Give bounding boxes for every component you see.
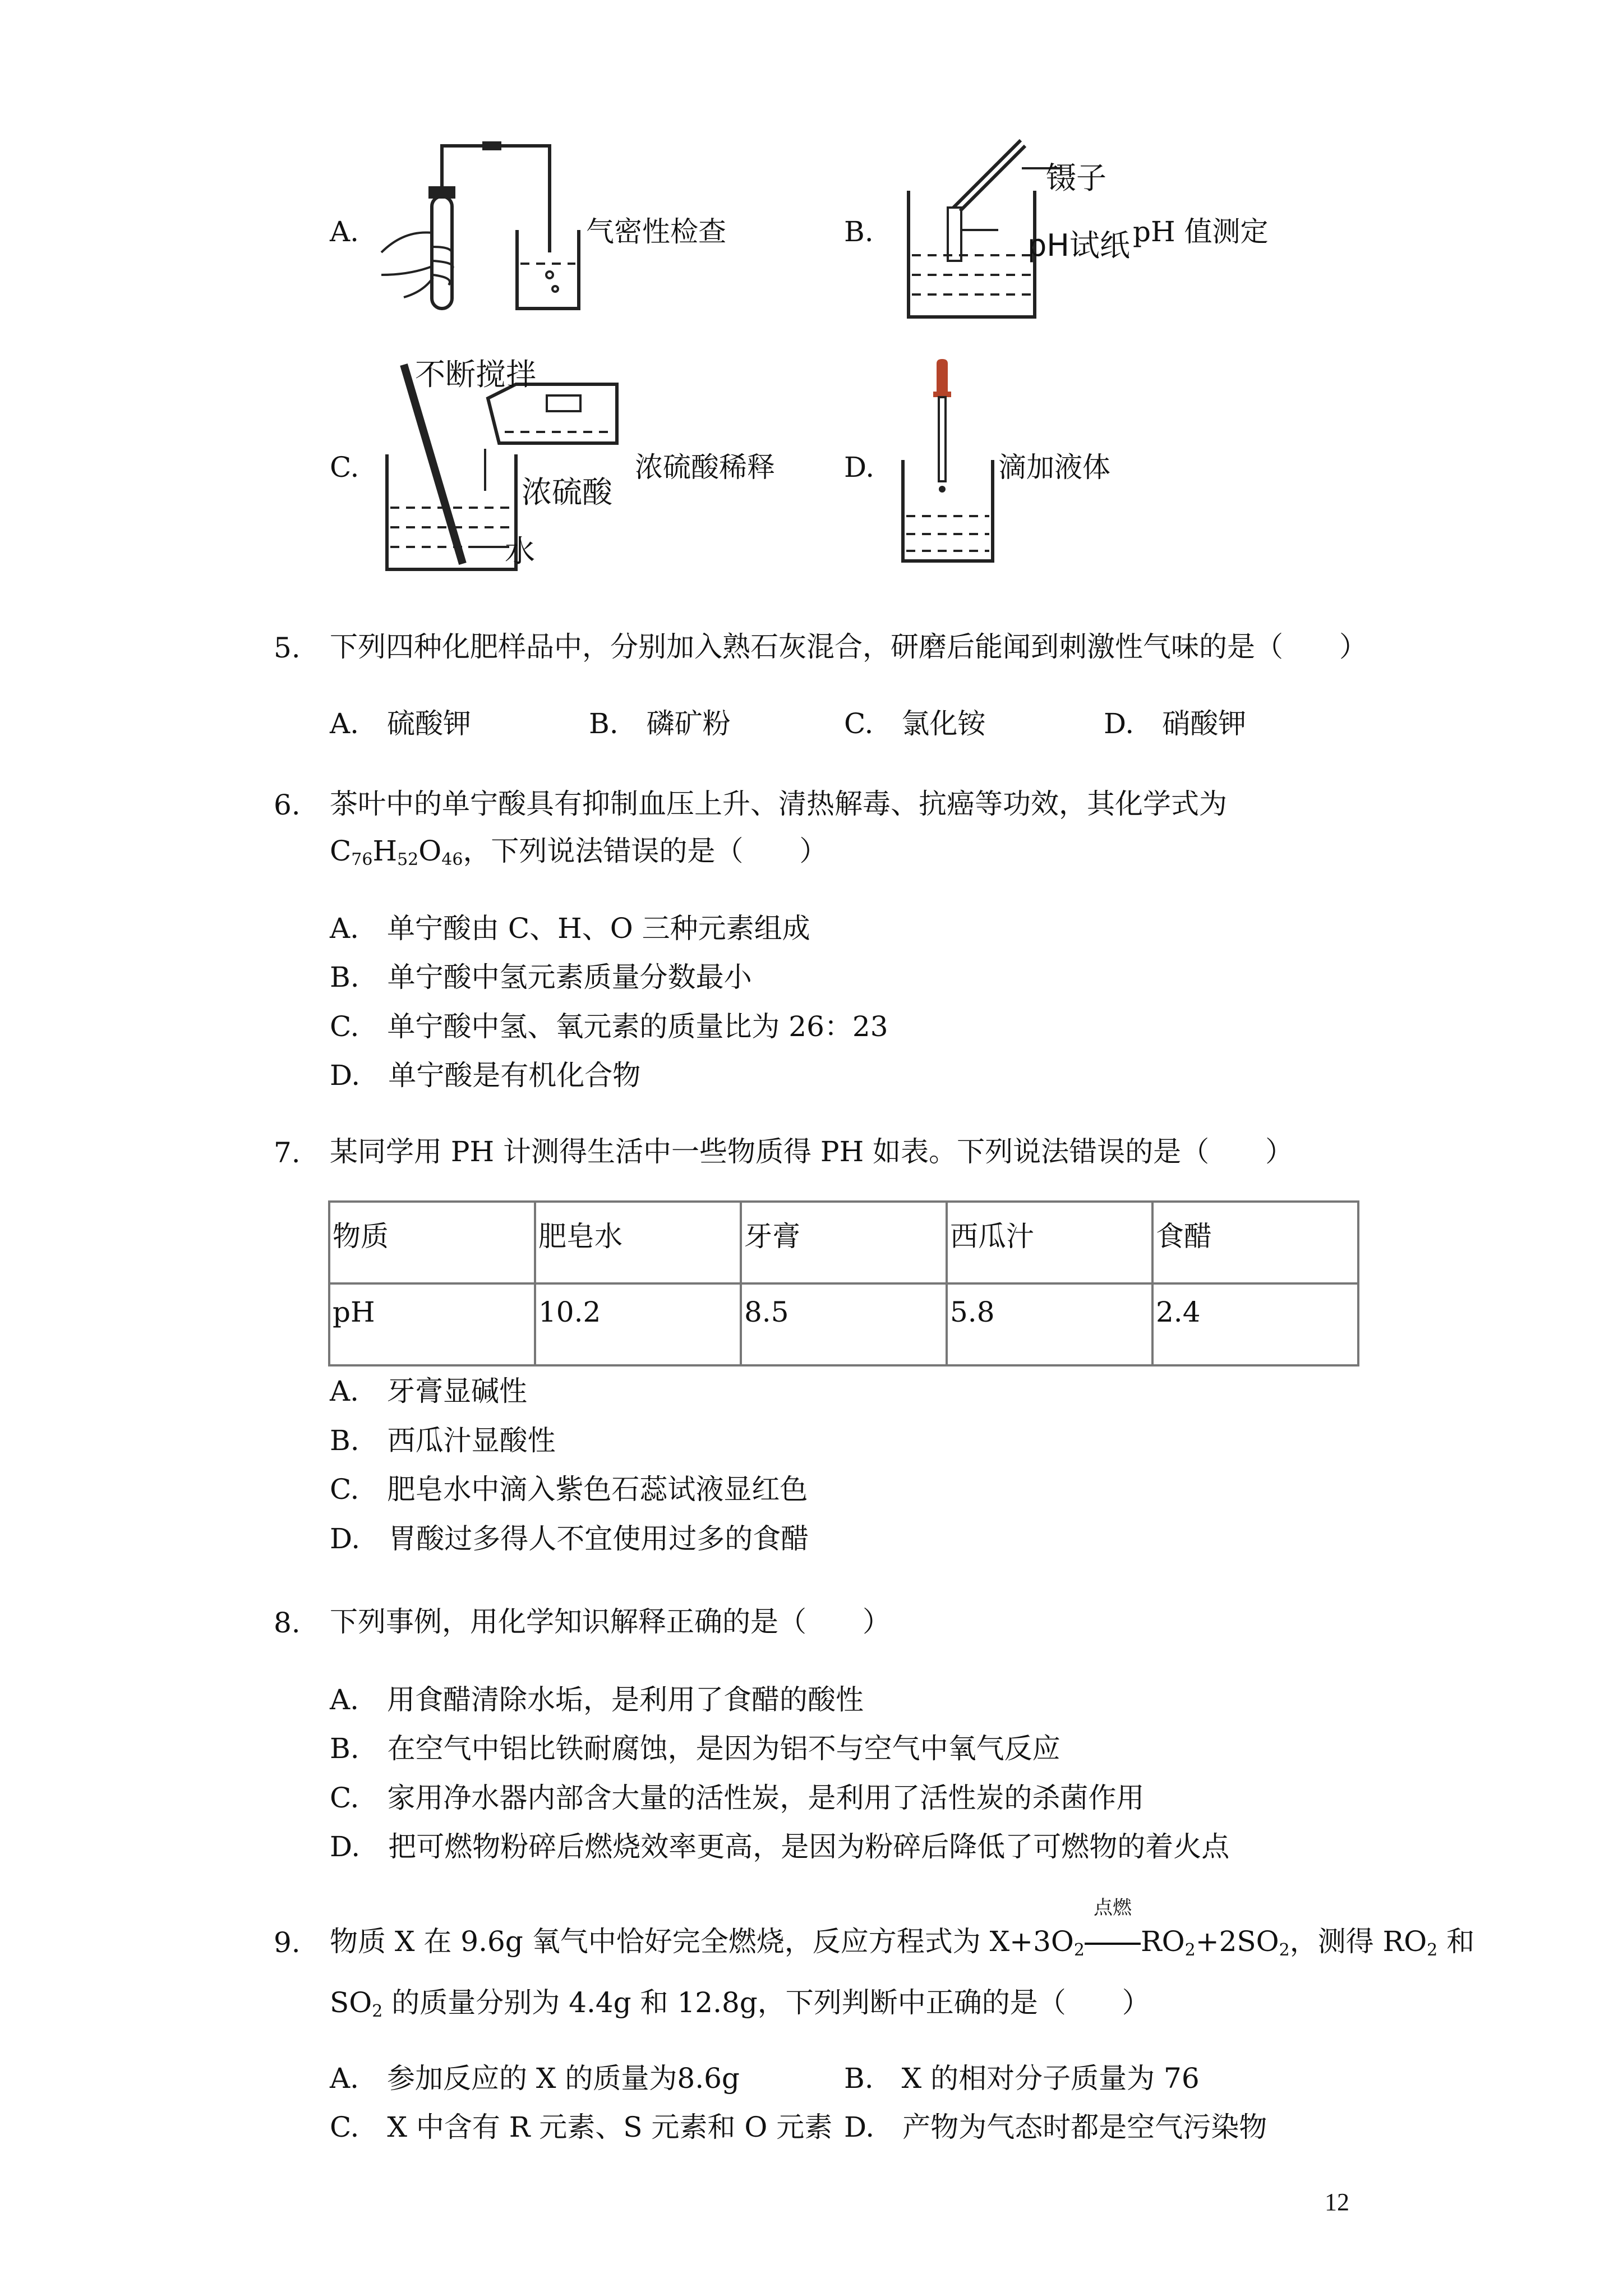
option-b: B. 单宁酸中氢元素质量分数最小 [330,961,752,993]
stir-label: 不断搅拌 [415,357,536,392]
table-cell: 2.4 [1152,1283,1358,1365]
option-c: C. X 中含有 R 元素、S 元素和 O 元素 [330,2111,833,2143]
option-b: B. 西瓜汁显酸性 [330,1424,556,1457]
table-cell: 西瓜汁 [947,1202,1152,1283]
airtightness-check-apparatus-icon [370,135,583,320]
option-letter: D. [844,451,875,484]
option-letter: A. [330,215,359,248]
reaction-condition: 点燃 [1093,1897,1132,1919]
option-a: A. 单宁酸由 C、H、O 三种元素组成 [330,912,810,945]
question-number: 9. [274,1926,301,1959]
q4-caption-b: pH 值测定 [1133,215,1269,248]
option-b: B. 在空气中铝比铁耐腐蚀，是因为铝不与空气中氧气反应 [330,1732,1061,1765]
q4-caption-a: 气密性检查 [586,215,726,248]
page-number: 12 [1325,2188,1349,2216]
table-cell: 肥皂水 [535,1202,741,1283]
question-number: 6. [274,789,301,821]
option-d: D. 单宁酸是有机化合物 [330,1059,641,1092]
option-b: B. X 的相对分子质量为 76 [844,2062,1200,2095]
table-cell: 食醋 [1152,1202,1358,1283]
table-cell: 5.8 [947,1283,1152,1365]
table-row [329,1283,1358,1365]
dropper-apparatus-icon [892,359,1004,567]
option-letter: B. [844,215,874,248]
question-stem: 下列四种化肥样品中，分别加入熟石灰混合，研磨后能闻到刺激性气味的是（ ） [330,631,1367,663]
option-c: C. 单宁酸中氢、氧元素的质量比为 26：23 [330,1010,888,1043]
q4-caption-c: 浓硫酸稀释 [635,451,775,484]
question-stem-line2: $SO_2$ 的质量分别为 4.4g 和 12.8g，下列判断中正确的是（ ） [330,1986,1150,2021]
table-cell: 8.5 [741,1283,947,1365]
ph-table [328,1200,1359,1366]
option-c: C. 氯化铵 [844,707,986,740]
water-label: 水 [505,533,535,569]
question-stem-line1: 茶叶中的单宁酸具有抑制血压上升、清热解毒、抗癌等功效，其化学式为 [330,788,1227,820]
question-number: 8. [274,1607,301,1639]
option-d: D. 胃酸过多得人不宜使用过多的食醋 [330,1522,809,1555]
q4-caption-d: 滴加液体 [998,451,1110,484]
table-cell: 10.2 [535,1283,741,1365]
question-stem-line1: 物质 X 在 9.6g 氧气中恰好完全燃烧，反应方程式为 $X+3O_2$ 点燃 $RO_2+2SO_2$，测得 $RO_2$ 和 [330,1897,1475,1960]
question-number: 5. [274,632,301,664]
conc-acid-label: 浓硫酸 [522,475,612,510]
option-d: D. 把可燃物粉碎后燃烧效率更高，是因为粉碎后降低了可燃物的着火点 [330,1830,1230,1863]
option-b: B. 磷矿粉 [589,707,731,740]
option-c: C. 肥皂水中滴入紫色石蕊试液显红色 [330,1473,808,1506]
option-d: D. 产物为气态时都是空气污染物 [844,2111,1267,2143]
option-d: D. 硝酸钾 [1104,707,1247,740]
table-header-row [329,1202,1358,1283]
question-stem: 下列事例，用化学知识解释正确的是（ ） [330,1605,891,1638]
option-a: A. 硫酸钾 [330,707,472,740]
option-a: A. 用食醋清除水垢，是利用了食醋的酸性 [330,1683,864,1716]
table-cell: 物质 [329,1202,535,1283]
table-cell: pH [329,1283,535,1365]
chemical-formula: $C_{76}H_{52}O_{46}$，下列说法错误的是（ ） [330,835,828,869]
option-a: A. 参加反应的 X 的质量为8.6g [330,2062,740,2095]
option-c: C. 家用净水器内部含大量的活性炭，是利用了活性炭的杀菌作用 [330,1782,1145,1814]
table-cell: 牙膏 [741,1202,947,1283]
option-letter: C. [330,451,359,484]
ph-paper-label: pH试纸 [1027,228,1130,263]
tweezers-label: 镊子 [1046,160,1106,196]
option-a: A. 牙膏显碱性 [330,1375,528,1407]
question-stem: 某同学用 PH 计测得生活中一些物质得 PH 如表。下列说法错误的是（ ） [330,1135,1294,1168]
question-number: 7. [274,1137,301,1169]
